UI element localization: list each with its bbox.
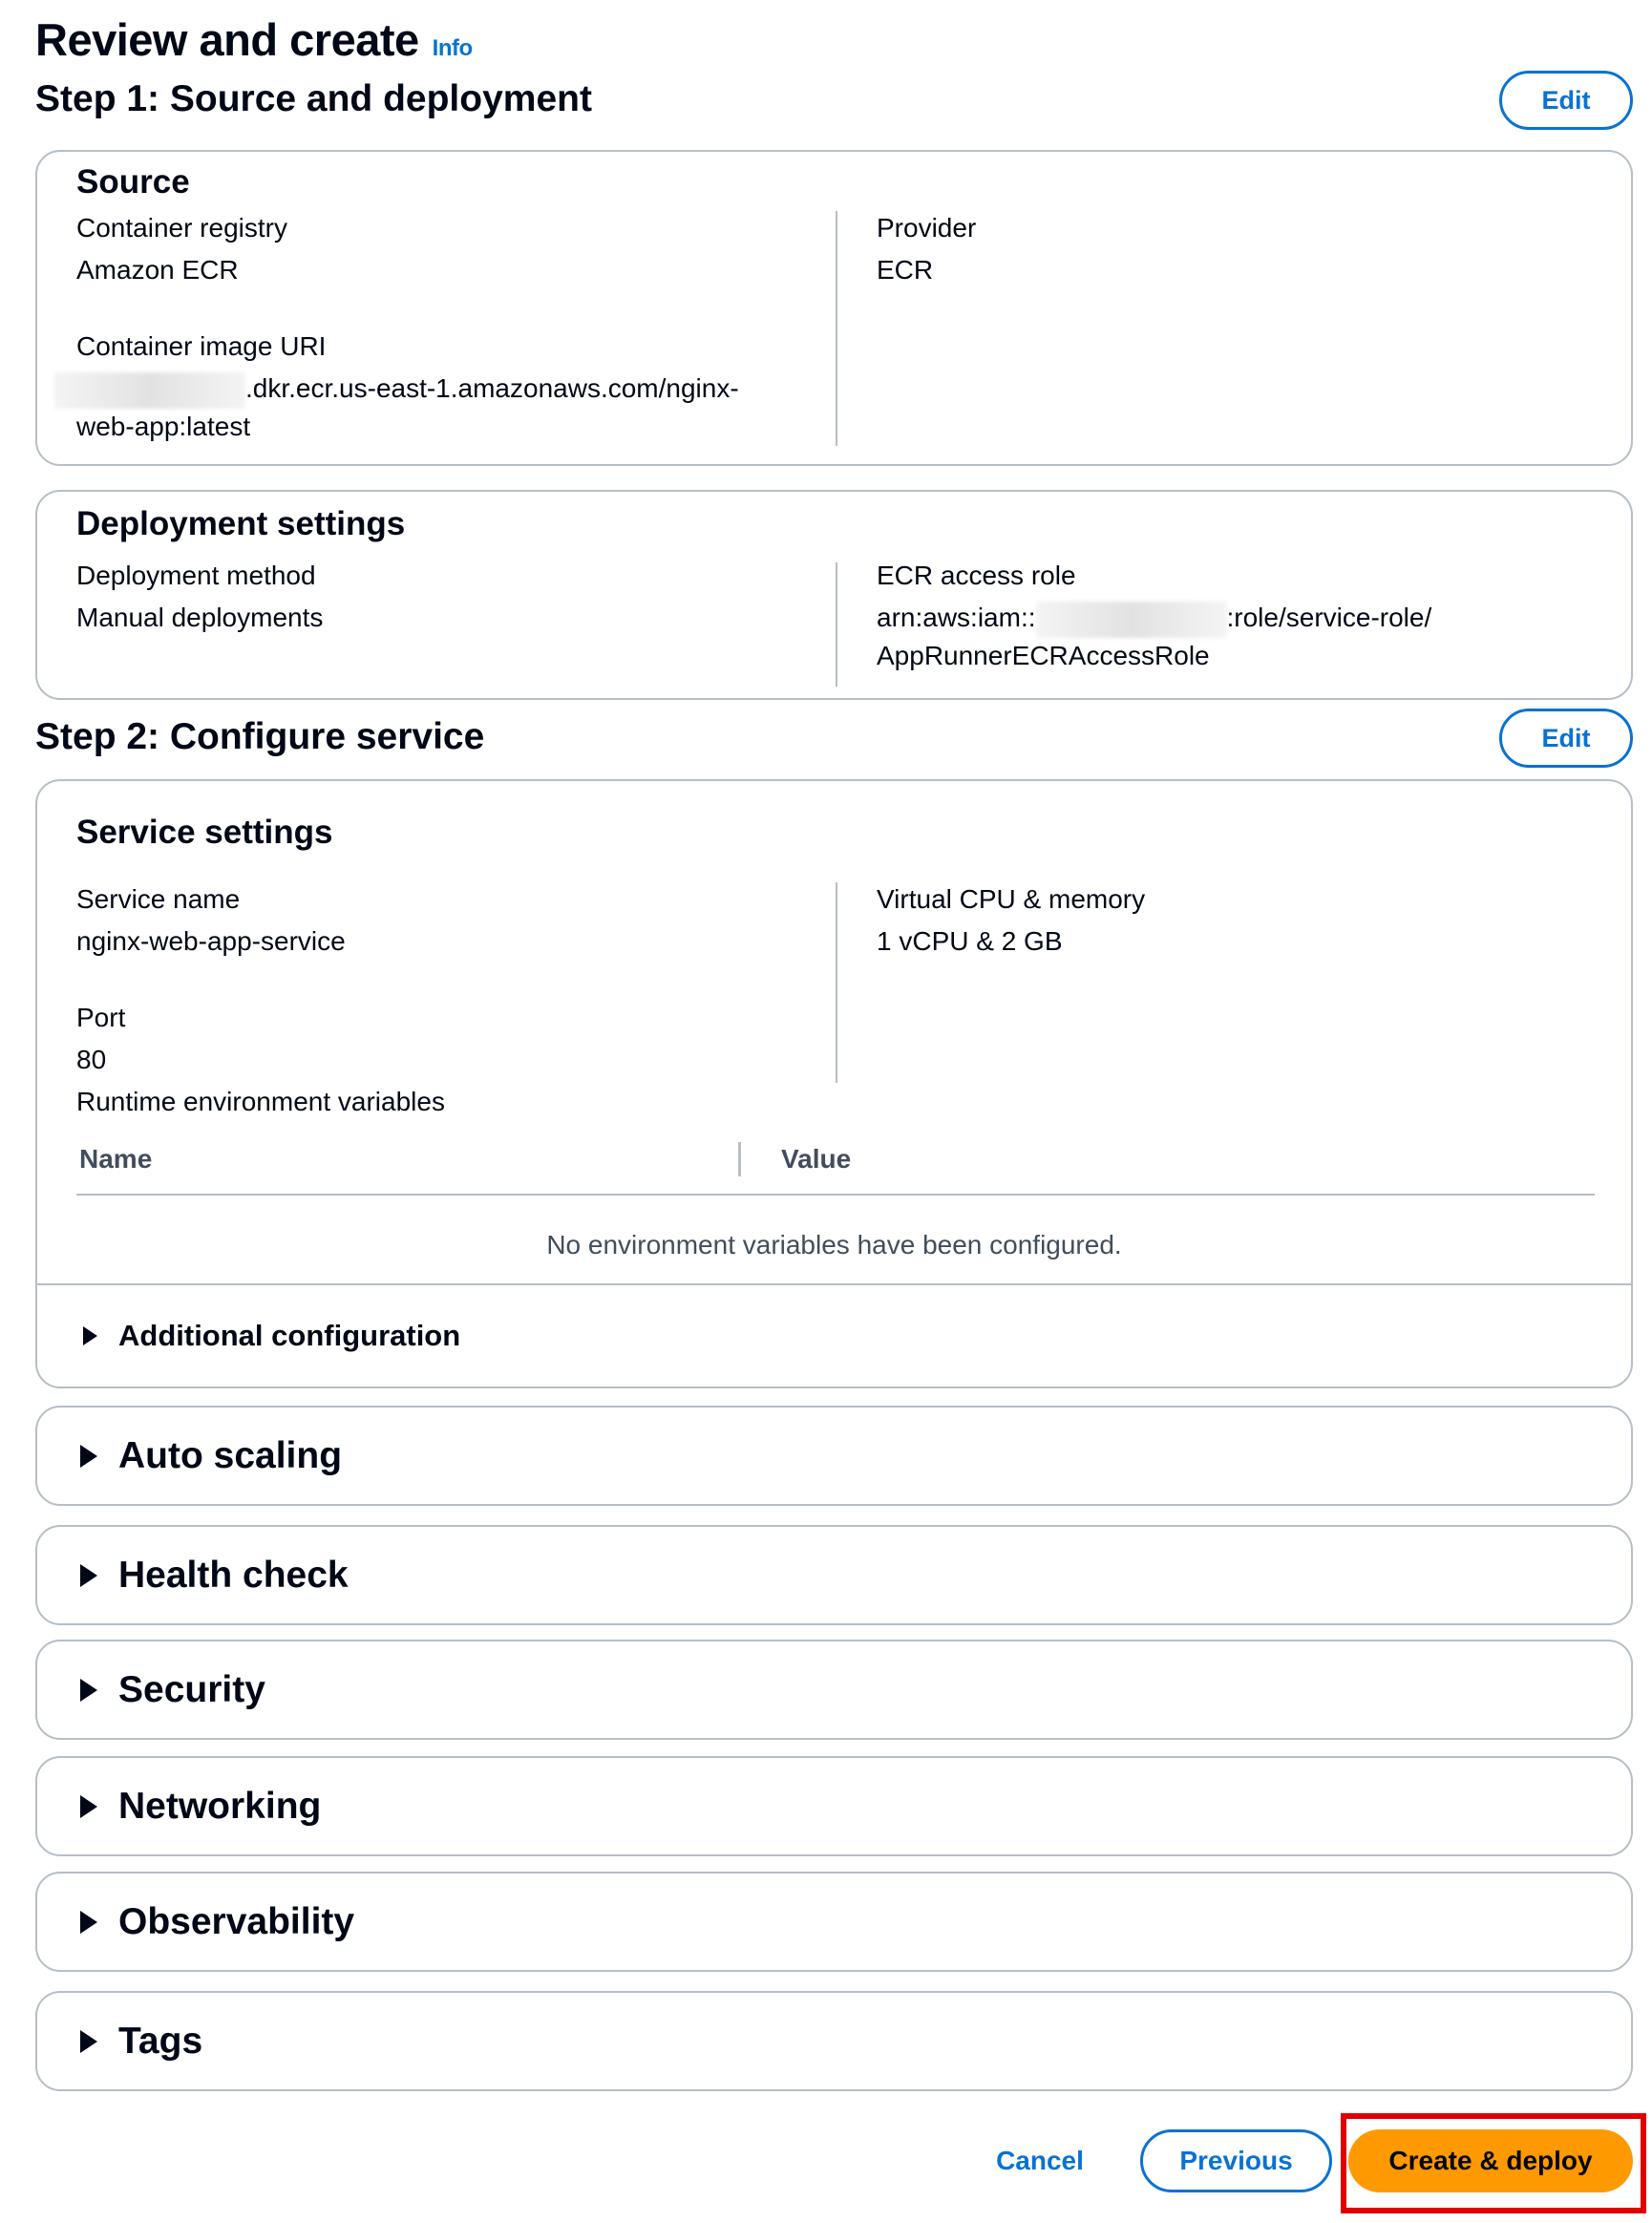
cpu-label: Virtual CPU & memory [877,884,1146,914]
page-title [35,13,473,66]
section-label: Health check [118,1554,349,1596]
caret-right-icon [83,1326,97,1345]
role-label: ECR access role [877,561,1076,590]
redacted-account [1036,602,1227,638]
provider-label: Provider [877,213,977,243]
step1-heading: Step 1: Source and deployment [35,78,592,119]
redacted-account [54,372,245,409]
section-label: Tags [118,2020,203,2062]
section-label: Security [118,1668,265,1710]
role-prefix: arn:aws:iam:: [877,603,1036,632]
provider-value: ECR [877,255,934,285]
cpu-value: 1 vCPU & 2 GB [877,926,1063,956]
uri-value-line2: web-app:latest [76,412,251,441]
step2-edit-button[interactable]: Edit [1499,709,1633,768]
method-value: Manual deployments [76,603,324,632]
source-card [35,150,1633,466]
cancel-button[interactable]: Cancel [996,2146,1084,2175]
section-auto-scaling[interactable] [35,1406,1633,1506]
caret-right-icon [80,1445,97,1468]
column-divider [836,211,837,446]
caret-right-icon [80,1911,97,1934]
uri-line1: .dkr.ecr.us-east-1.amazonaws.com/nginx- [245,373,739,403]
port-label: Port [76,1003,126,1032]
table-header-divider [76,1194,1595,1196]
create-deploy-button[interactable]: Create & deploy [1348,2129,1633,2192]
step1-edit-button[interactable]: Edit [1499,71,1633,130]
section-label: Networking [118,1785,322,1827]
service-settings-card [35,779,1633,1388]
previous-button[interactable]: Previous [1140,2129,1332,2192]
method-label: Deployment method [76,561,316,590]
section-health-check[interactable] [35,1525,1633,1625]
uri-value [54,370,739,409]
env-empty-message: No environment variables have been configured. [546,1230,1122,1260]
source-title: Source [76,163,190,201]
step2-heading: Step 2: Configure service [35,716,485,757]
section-label: Auto scaling [118,1434,343,1476]
registry-label: Container registry [76,213,287,243]
env-column-value[interactable]: Value [781,1144,852,1174]
page-title-text: Review and create [35,14,419,65]
role-value [877,599,1431,638]
service-name-label: Service name [76,884,241,914]
role-value-line2: AppRunnerECRAccessRole [877,641,1210,670]
port-value: 80 [76,1045,107,1074]
section-observability[interactable] [35,1872,1633,1972]
additional-configuration-label: Additional configuration [118,1319,461,1352]
env-column-name[interactable]: Name [79,1144,153,1174]
caret-right-icon [80,2030,97,2053]
uri-label: Container image URI [76,331,327,361]
deployment-title: Deployment settings [76,505,406,542]
additional-configuration-toggle[interactable] [37,1285,1631,1387]
column-divider [836,882,837,1083]
section-security[interactable] [35,1640,1633,1740]
role-suffix: :role/service-role/ [1226,603,1432,632]
column-divider [836,562,837,687]
section-networking[interactable] [35,1756,1633,1856]
service-title: Service settings [76,814,333,851]
registry-value: Amazon ECR [76,255,239,285]
deployment-card [35,490,1633,700]
caret-right-icon [80,1564,97,1587]
caret-right-icon [80,1795,97,1818]
caret-right-icon [80,1679,97,1702]
column-resizer[interactable] [738,1142,741,1176]
section-tags[interactable] [35,1991,1633,2091]
section-label: Observability [118,1900,355,1942]
env-label: Runtime environment variables [76,1087,445,1116]
info-link[interactable]: Info [432,35,473,61]
service-name-value: nginx-web-app-service [76,926,346,956]
